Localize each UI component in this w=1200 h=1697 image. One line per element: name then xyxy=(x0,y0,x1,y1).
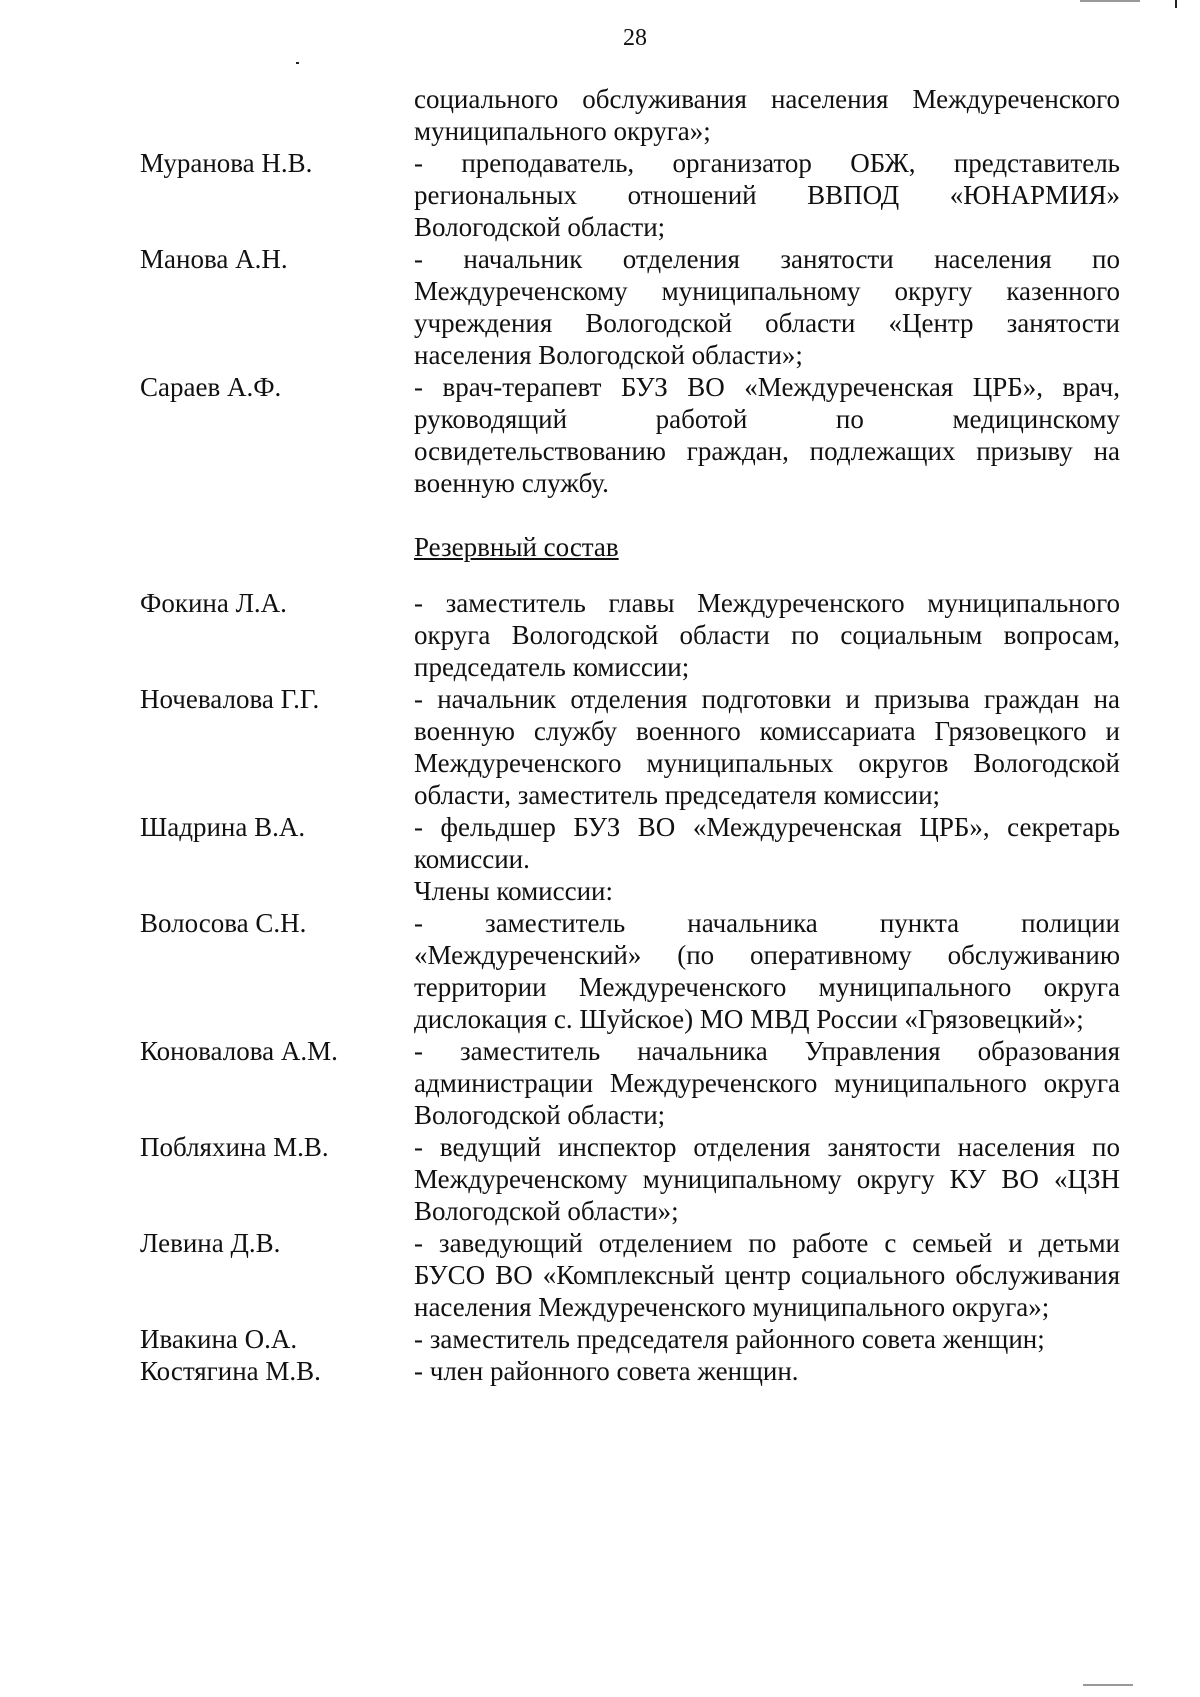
member-row xyxy=(0,1131,1200,1227)
member-name: Шадрина В.А. xyxy=(140,812,306,842)
member-name: Сараев А.Ф. xyxy=(140,372,282,402)
member-row xyxy=(0,243,1200,371)
member-role: - начальник отделения подготовки и призыва граждан на военную службу военного комиссариата Грязовецкого и Междуреченского муниципальных округов Вологодской области, заместитель председателя комиссии; xyxy=(414,684,1120,810)
member-row xyxy=(0,811,1200,875)
member-name: Муранова Н.В. xyxy=(140,148,313,178)
member-row xyxy=(0,907,1200,1035)
member-name: Побляхина М.В. xyxy=(140,1132,329,1162)
member-role: - ведущий инспектор отделения занятости населения по Междуреченскому муниципальному округу КУ ВО «ЦЗН Вологодской области»; xyxy=(414,1132,1120,1226)
members-label: Члены комиссии: xyxy=(414,876,613,906)
scan-mark xyxy=(1175,0,1177,8)
member-row xyxy=(0,1035,1200,1131)
member-row xyxy=(0,1227,1200,1323)
reserve-heads-list xyxy=(0,587,1200,875)
reserve-section-title: Резервный состав xyxy=(414,532,619,562)
member-name: Костягина М.В. xyxy=(140,1356,321,1386)
member-name: Левина Д.В. xyxy=(140,1228,281,1258)
member-name: Коновалова А.М. xyxy=(140,1036,338,1066)
member-name: Ночевалова Г.Г. xyxy=(140,684,320,714)
member-name: Волосова С.Н. xyxy=(140,908,307,938)
member-row xyxy=(0,371,1200,499)
member-row xyxy=(0,1355,1200,1387)
member-role: - начальник отделения занятости населения по Междуреченскому муниципальному округу казенного учреждения Вологодской области «Центр занятости населения Вологодской области»; xyxy=(414,244,1120,370)
member-role: - фельдшер БУЗ ВО «Междуреченская ЦРБ», секретарь комиссии. xyxy=(414,812,1120,874)
scan-mark xyxy=(1080,0,1140,2)
scan-mark xyxy=(1083,1684,1133,1686)
member-name: Фокина Л.А. xyxy=(140,588,287,618)
member-role: - заведующий отделением по работе с семьей и детьми БУСО ВО «Комплексный центр социального обслуживания населения Междуреченского муниципального округа»; xyxy=(414,1228,1120,1322)
member-role: - преподаватель, организатор ОБЖ, представитель региональных отношений ВВПОД «ЮНАРМИЯ» Вологодской области; xyxy=(414,148,1120,242)
reserve-members-list xyxy=(0,907,1200,1387)
member-name: Манова А.Н. xyxy=(140,244,288,274)
member-role: - заместитель председателя районного совета женщин; xyxy=(414,1324,1045,1354)
intro-text: социального обслуживания населения Междуреченского муниципального округа»; xyxy=(414,84,1120,146)
scan-speck xyxy=(296,62,299,64)
member-row xyxy=(0,683,1200,811)
member-role: - заместитель начальника пункта полиции «Междуреченский» (по оперативному обслуживанию территории Междуреченского муниципального округа дислокация с. Шуйское) МО МВД России «Грязовецкий»; xyxy=(414,908,1120,1034)
main-members-list xyxy=(0,147,1200,499)
member-role: - член районного совета женщин. xyxy=(414,1356,799,1386)
page-number: 28 xyxy=(623,25,647,51)
member-row xyxy=(0,1323,1200,1355)
member-role: - заместитель главы Междуреченского муниципального округа Вологодской области по социальным вопросам, председатель комиссии; xyxy=(414,588,1120,682)
member-role: - врач-терапевт БУЗ ВО «Междуреченская ЦРБ», врач, руководящий работой по медицинскому освидетельствованию граждан, подлежащих призыву на военную службу. xyxy=(414,372,1120,498)
document-body xyxy=(0,83,1200,1387)
member-role: - заместитель начальника Управления образования администрации Междуреченского муниципального округа Вологодской области; xyxy=(414,1036,1120,1130)
member-row xyxy=(0,147,1200,243)
member-row xyxy=(0,587,1200,683)
member-name: Ивакина О.А. xyxy=(140,1324,298,1354)
